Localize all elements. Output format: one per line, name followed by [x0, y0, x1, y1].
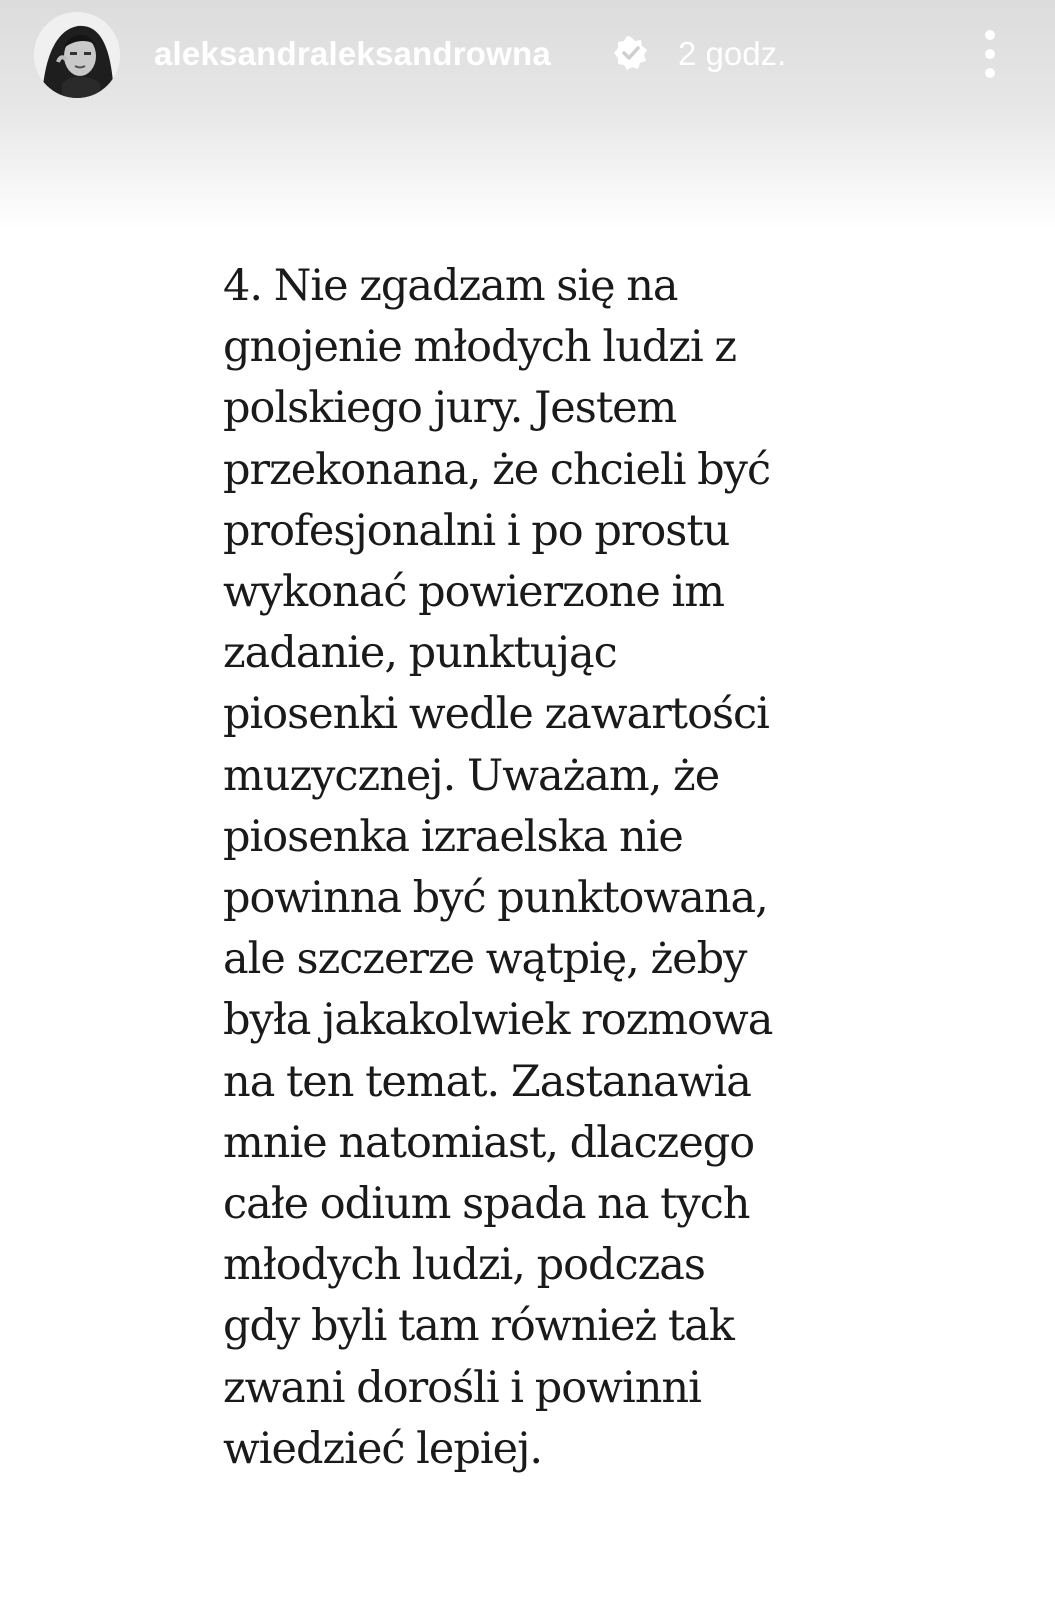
more-vertical-icon — [985, 30, 995, 40]
story-line: 4. Nie zgadzam się na — [223, 261, 678, 311]
story-header — [0, 0, 1055, 110]
story-line: wiedzieć lepiej. — [223, 1423, 543, 1474]
story-line: młodych ludzi, podczas — [223, 1240, 705, 1291]
story-line: mnie natomiast, dlaczego — [223, 1117, 755, 1168]
story-line: piosenki wedle zawartości — [223, 689, 769, 740]
story-line: wykonać powierzone im — [223, 567, 724, 618]
story-line: ale szczerze wątpię, żeby — [223, 934, 747, 985]
avatar[interactable] — [34, 12, 120, 98]
story-line: gdy byli tam również tak — [223, 1301, 734, 1352]
story-line: na ten temat. Zastanawia — [223, 1056, 751, 1107]
story-line: całe odium spada na tych — [223, 1179, 750, 1230]
post-time: 2 godz. — [678, 35, 787, 72]
verified-badge-icon — [614, 36, 648, 70]
story-line: muzycznej. Uważam, że — [223, 750, 720, 801]
story-line: polskiego jury. Jestem — [223, 383, 677, 434]
story-line: profesjonalni i po prostu — [223, 505, 730, 556]
story-line: powinna być punktowana, — [223, 873, 768, 924]
story-line: gnojenie młodych ludzi z — [223, 322, 737, 373]
story-line: zadanie, punktując — [223, 628, 617, 679]
story-line: przekonana, że chcieli być — [223, 444, 771, 495]
story-line: była jakakolwiek rozmowa — [223, 995, 773, 1046]
story-text — [223, 256, 863, 1480]
more-options-button[interactable] — [970, 24, 1010, 84]
story-line: piosenka izraelska nie — [223, 811, 683, 862]
username[interactable]: aleksandraleksandrowna — [154, 35, 551, 72]
story-line: zwani dorośli i powinni — [223, 1362, 701, 1413]
